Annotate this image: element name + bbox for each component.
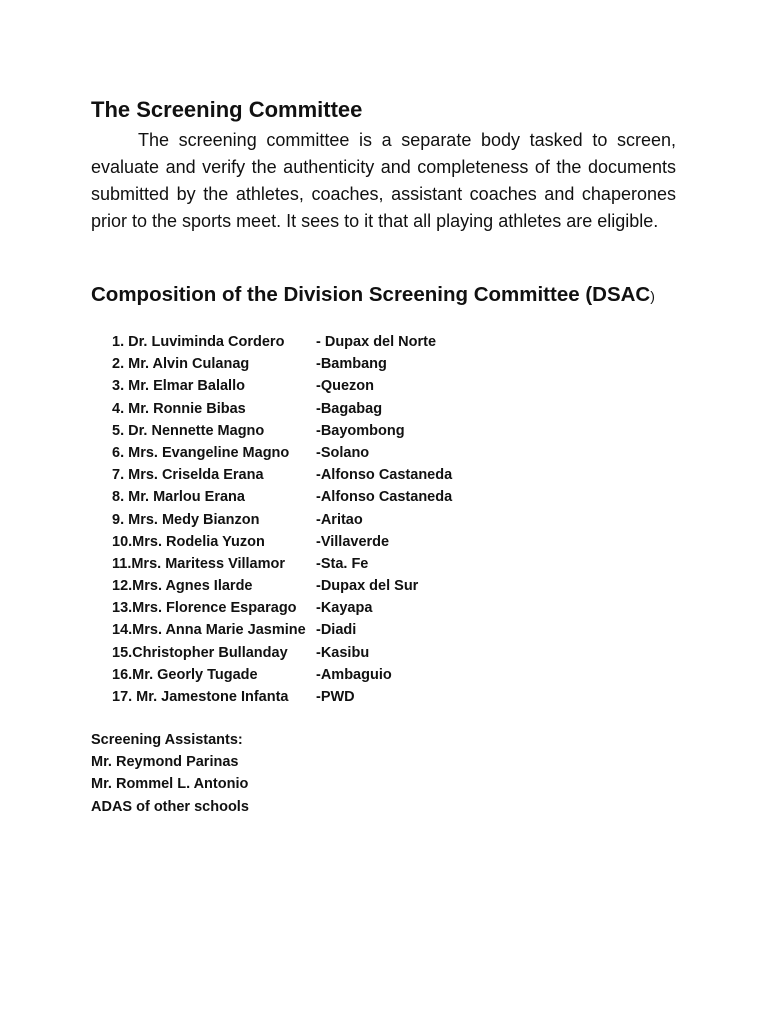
- member-name: 5. Dr. Nennette Magno: [112, 422, 265, 439]
- member-municipality: -Dupax del Sur: [316, 578, 419, 595]
- intro-paragraph: The screening committee is a separate body tasked to screen, evaluate and verify the authenticity and completeness of the documents submitted by the athletes, coaches, assistant coaches and chaperones prior to the sports meet. It sees to it that all playing athletes are eligible.: [91, 130, 676, 231]
- member-municipality: -Quezon: [316, 378, 374, 395]
- composition-title-paren: ): [650, 288, 655, 304]
- member-municipality: -Sta. Fe: [316, 555, 369, 572]
- member-name: 15.Christopher Bullanday: [112, 644, 288, 661]
- member-municipality: -Aritao: [316, 511, 363, 528]
- member-municipality: -Kasibu: [316, 644, 370, 661]
- member-name: 13.Mrs. Florence Esparago: [112, 600, 297, 617]
- member-name: 6. Mrs. Evangeline Magno: [112, 444, 290, 461]
- member-municipality: -Alfonso Castaneda: [316, 489, 453, 506]
- member-municipality: -Bagabag: [316, 400, 383, 417]
- assistants-heading: Screening Assistants:: [91, 732, 243, 748]
- member-municipality: -Villaverde: [316, 533, 390, 550]
- member-municipality: -Kayapa: [316, 600, 373, 617]
- member-municipality: -Bambang: [316, 356, 387, 373]
- member-municipality: -Solano: [316, 444, 370, 461]
- member-name: 12.Mrs. Agnes Ilarde: [112, 578, 253, 595]
- member-name: 14.Mrs. Anna Marie Jasmine: [112, 622, 306, 639]
- member-name: 9. Mrs. Medy Bianzon: [112, 511, 260, 528]
- member-name: 1. Dr. Luviminda Cordero: [112, 334, 285, 350]
- assistant-line: Mr. Reymond Parinas: [91, 754, 239, 771]
- assistant-line: ADAS of other schools: [91, 798, 249, 815]
- member-name: 16.Mr. Georly Tugade: [112, 666, 258, 683]
- section-title: The Screening Committee: [91, 97, 363, 122]
- member-name: 4. Mr. Ronnie Bibas: [112, 400, 246, 417]
- member-municipality: -PWD: [316, 689, 355, 705]
- member-municipality: -Alfonso Castaneda: [316, 467, 453, 484]
- member-name: 17. Mr. Jamestone Infanta: [112, 689, 289, 705]
- composition-title: [91, 281, 655, 310]
- member-municipality: -Bayombong: [316, 422, 405, 439]
- member-name: 10.Mrs. Rodelia Yuzon: [112, 533, 265, 550]
- screening-assistants: [91, 729, 249, 818]
- composition-title-text: Composition of the Division Screening Committee (DSAC: [91, 283, 651, 306]
- member-name: 7. Mrs. Criselda Erana: [112, 467, 264, 484]
- member-name: 8. Mr. Marlou Erana: [112, 489, 245, 506]
- member-name: 11.Mrs. Maritess Villamor: [112, 555, 286, 572]
- member-name: 3. Mr. Elmar Balallo: [112, 378, 245, 395]
- member-municipality: -Diadi: [316, 622, 357, 639]
- member-municipality: -Ambaguio: [316, 666, 392, 683]
- member-municipality: - Dupax del Norte: [316, 334, 437, 350]
- member-name: 2. Mr. Alvin Culanag: [112, 356, 250, 373]
- assistant-line: Mr. Rommel L. Antonio: [91, 776, 249, 793]
